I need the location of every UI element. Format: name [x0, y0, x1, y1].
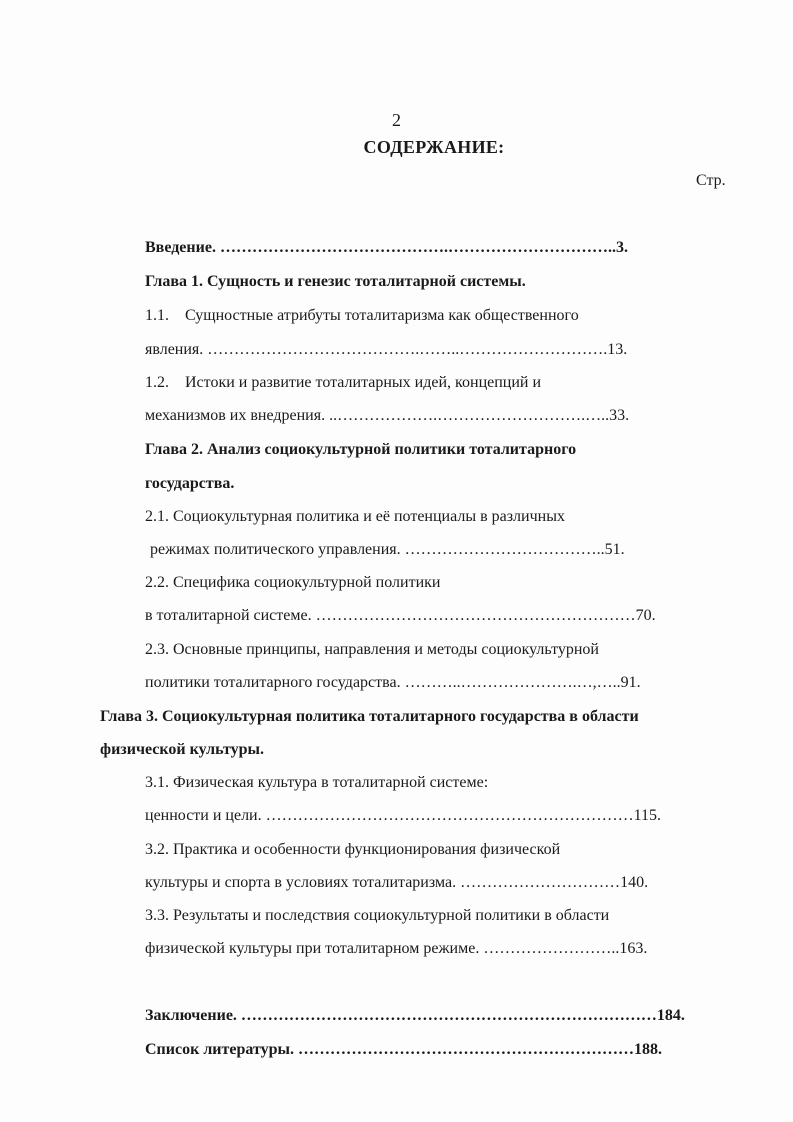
- toc-chapter-2-title: Глава 2. Анализ социокультурной политики тоталитарного: [145, 441, 577, 458]
- toc-section-2-1: 2.1. Социокультурная политика и её потенциалы в различных: [145, 508, 565, 525]
- toc-chapter-3-title-cont: физической культуры.: [100, 741, 265, 758]
- toc-chapter-2-title-cont: государства.: [145, 475, 235, 492]
- toc-section-3-3: 3.3. Результаты и последствия социокультурной политики в области: [145, 907, 610, 924]
- toc-conclusion: Заключение. ……………………………………………………………………184.: [145, 1007, 685, 1024]
- toc-section-1-1-cont: явления. ………………………………….……..……………………….13.: [145, 341, 628, 358]
- toc-section-2-2-cont: в тоталитарной системе. ……………………………………………………70.: [145, 607, 656, 624]
- toc-bibliography: Список литературы. ………………………………………………………188.: [145, 1041, 662, 1058]
- toc-section-2-3-cont: политики тоталитарного государства. ………..………………….…,…..91.: [145, 674, 641, 691]
- section-title: Сущностные атрибуты тоталитаризма как общественного: [185, 307, 579, 324]
- section-number: 1.1.: [145, 307, 169, 324]
- page-title: СОДЕРЖАНИЕ:: [363, 137, 505, 157]
- toc-chapter-3-title: Глава 3. Социокультурная политика тоталитарного государства в области: [100, 708, 639, 725]
- page-number: 2: [392, 110, 401, 130]
- section-title: Истоки и развитие тоталитарных идей, концепций и: [185, 374, 542, 391]
- toc-section-1-2: [145, 373, 541, 393]
- toc-section-2-3: 2.3. Основные принципы, направления и методы социокультурной: [145, 641, 599, 658]
- section-number: 1.2.: [145, 374, 169, 391]
- toc-chapter-1-title: Глава 1. Сущность и генезис тоталитарной системы.: [145, 273, 526, 290]
- toc-intro: Введение. …………………………………….…………………………..3.: [145, 239, 628, 256]
- toc-section-3-3-cont: физической культуры при тоталитарном режиме. ……………………..163.: [145, 940, 648, 957]
- page-column-label: Стр.: [696, 172, 726, 189]
- toc-section-3-1: 3.1. Физическая культура в тоталитарной системе:: [145, 774, 489, 791]
- toc-section-3-2-cont: культуры и спорта в условиях тоталитаризма. …………………………140.: [145, 874, 649, 891]
- toc-section-3-2: 3.2. Практика и особенности функционирования физической: [145, 841, 561, 858]
- toc-section-1-1: [145, 306, 579, 326]
- toc-section-1-2-cont: механизмов их внедрения. ..……………….……………………….…..33.: [145, 407, 630, 424]
- toc-section-2-1-cont: режимах политического управления. ………………………………..51.: [150, 541, 625, 558]
- toc-section-2-2: 2.2. Специфика социокультурной политики: [145, 574, 441, 591]
- toc-section-3-1-cont: ценности и цели. ……………………………………………………………115.: [145, 807, 662, 824]
